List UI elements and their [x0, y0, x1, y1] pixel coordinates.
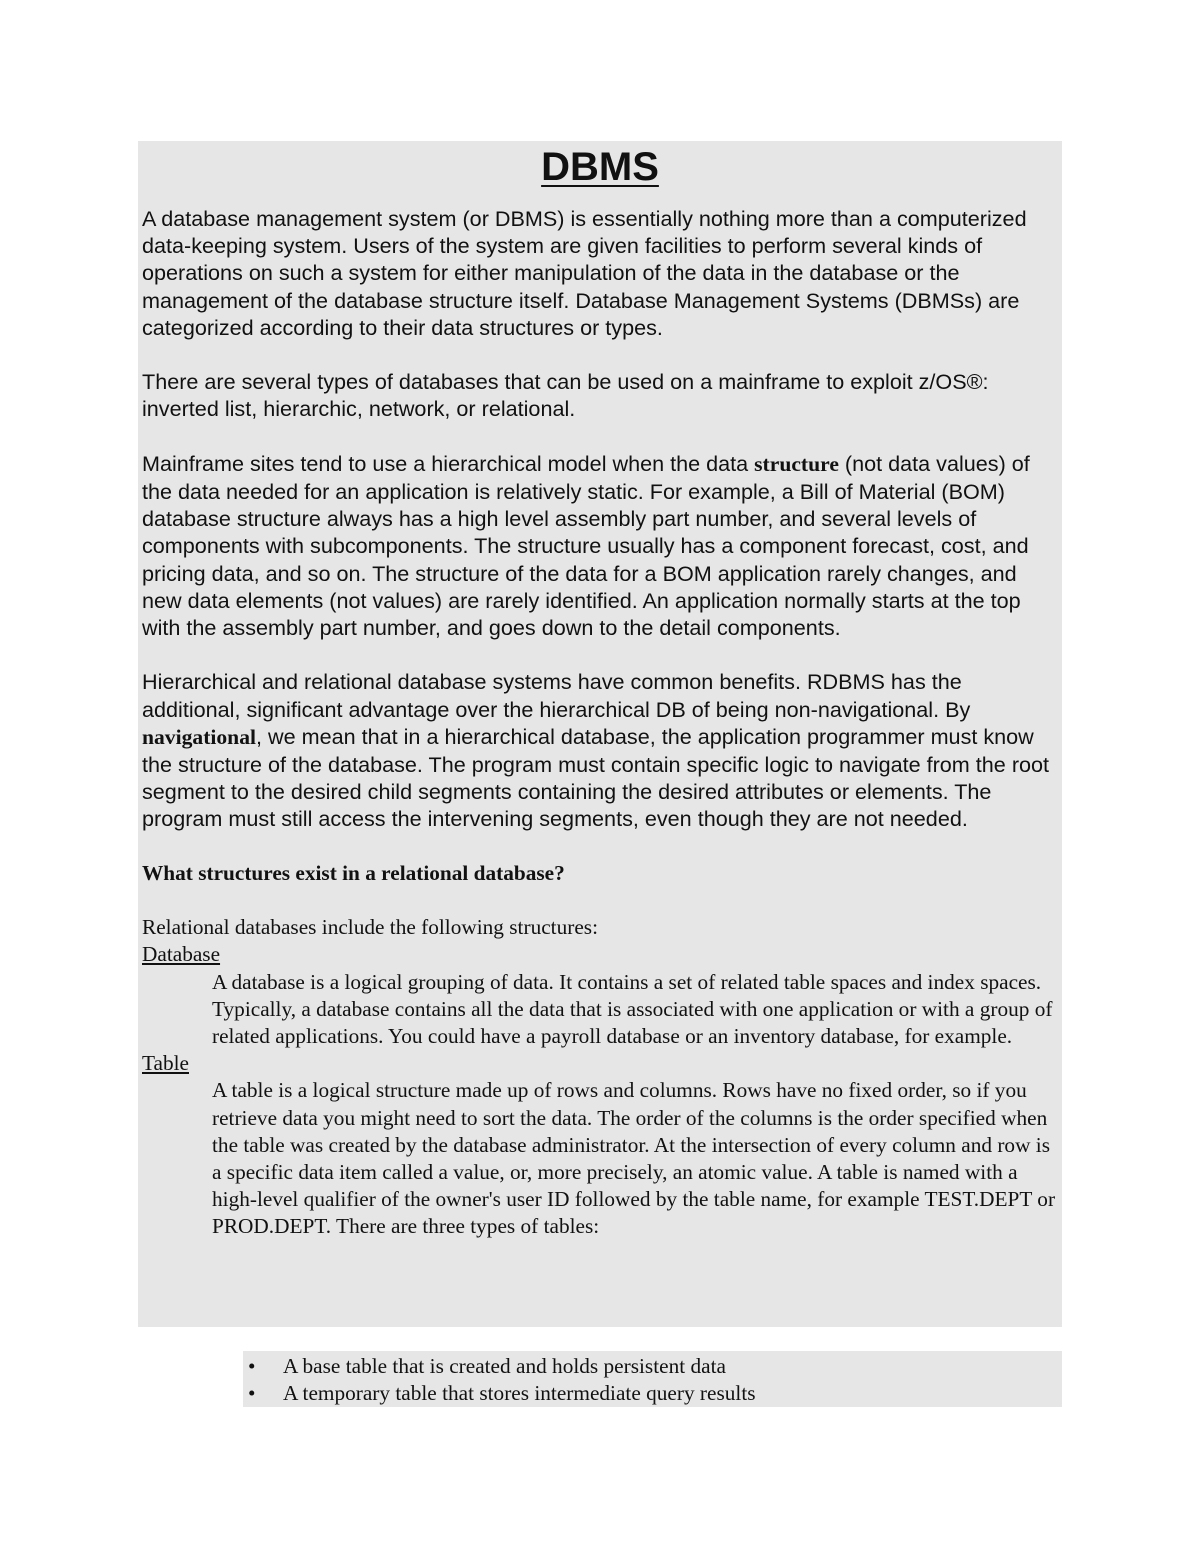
list-item: • A base table that is created and holds persistent data	[243, 1353, 1062, 1380]
question-heading: What structures exist in a relational database?	[142, 860, 565, 885]
bold-term-navigational: navigational	[142, 724, 256, 749]
paragraph-database-types: There are several types of databases that can be used on a mainframe to exploit z/OS®: inverted list, hierarchic, network, or relational.	[142, 369, 989, 422]
list-item: • A temporary table that stores intermediate query results	[243, 1380, 1062, 1407]
definition-database: A database is a logical grouping of data. It contains a set of related table spaces and index spaces. Typically, a database contains all the data that is associated with one application or with a group of related applications. You could have a payroll database or an inventory database, for example.	[212, 969, 1053, 1049]
bullet-icon: •	[248, 1381, 256, 1406]
document-body	[142, 141, 1058, 1241]
structures-intro: Relational databases include the following structures:	[142, 915, 598, 940]
paragraph-dbms-definition: A database management system (or DBMS) is essentially nothing more than a computerized data-keeping system. Users of the system are given facilities to perform several kinds of operations on such a system for either manipulation of the data in the database or the management of the database structure itself. Database Management Systems (DBMSs) are categorized according to their data structures or types.	[142, 206, 1027, 340]
bold-term-structure: structure	[754, 451, 839, 476]
bullet-icon: •	[248, 1354, 256, 1378]
paragraph-navigational: Hierarchical and relational database systems have common benefits. RDBMS has the additional, significant advantage over the hierarchical DB of being non-navigational. By navigational, we mean that in a hierarchical database, the application programmer must know the structure of the database. The program must contain specific logic to navigate from the root segment to the desired child segments containing the desired attributes or elements. The program must still access the intervening segments, even though they are not needed.	[142, 669, 1050, 832]
term-database: Database	[142, 942, 221, 967]
term-table: Table	[142, 1051, 189, 1076]
table-types-list	[243, 1353, 1062, 1407]
page-title: DBMS	[541, 145, 659, 189]
definition-table: A table is a logical structure made up of rows and columns. Rows have no fixed order, so if you retrieve data you might need to sort the data. The order of the columns is the order specified when the table was created by the database administrator. At the intersection of every column and row is a specific data item called a value, or, more precisely, an atomic value. A table is named with a high-level qualifier of the owner's user ID followed by the table name, for example TEST.DEPT or PROD.DEPT. There are three types of tables:	[212, 1078, 1056, 1239]
paragraph-hierarchical-model: Mainframe sites tend to use a hierarchical model when the data structure (not data values) of the data needed for an application is relatively static. For example, a Bill of Material (BOM) database structure always has a high level assembly part number, and several levels of components with subcomponents. The structure usually has a component forecast, cost, and pricing data, and so on. The structure of the data for a BOM application rarely changes, and new data elements (not values) are rarely identified. An application normally starts at the top with the assembly part number, and goes down to the detail components.	[142, 450, 1030, 641]
